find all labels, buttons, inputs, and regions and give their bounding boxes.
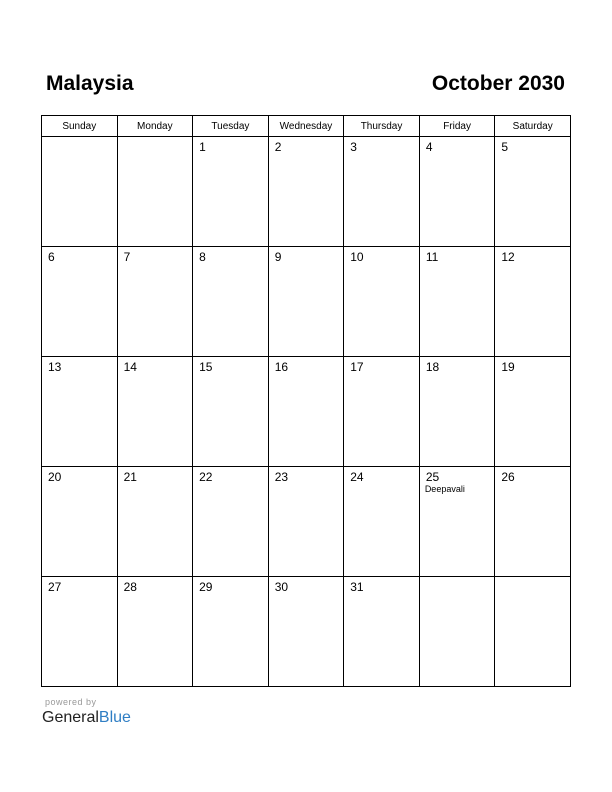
day-cell [268,577,344,687]
day-cell [42,247,118,357]
day-number: 11 [425,250,439,264]
weekday-header: Monday [117,116,193,137]
day-cell [344,467,420,577]
holiday-label: Deepavali [424,484,465,494]
week-row [42,137,571,247]
day-cell [193,467,269,577]
day-number: 23 [274,470,289,484]
weekday-header: Wednesday [268,116,344,137]
day-cell [344,247,420,357]
day-cell [117,357,193,467]
day-number: 19 [501,360,515,374]
day-number: 31 [350,580,364,594]
day-cell [42,577,118,687]
day-number: 24 [350,470,364,484]
day-number: 4 [425,140,433,154]
day-cell [419,137,495,247]
day-cell [117,467,193,577]
country-title: Malaysia [46,72,134,95]
day-number: 18 [425,360,440,374]
brand-name-blue: Blue [98,709,131,726]
day-cell [193,137,269,247]
day-number: 5 [501,140,509,154]
day-cell [419,247,495,357]
weekday-header-row [42,116,571,137]
day-cell [419,577,495,687]
day-cell [268,247,344,357]
day-cell [268,357,344,467]
week-row [42,247,571,357]
day-cell [495,137,571,247]
day-cell [42,357,118,467]
day-number: 14 [123,360,137,374]
weekday-header: Tuesday [193,116,269,137]
day-cell [495,467,571,577]
day-number: 22 [199,470,213,484]
day-cell [42,467,118,577]
day-cell [419,357,495,467]
day-number: 13 [48,360,62,374]
day-number: 21 [123,470,137,484]
calendar-grid [41,115,571,687]
day-number: 2 [274,140,282,154]
day-cell [42,137,118,247]
brand-name-general: General [42,709,99,726]
week-row [42,357,571,467]
day-cell [268,137,344,247]
day-number: 8 [199,250,206,264]
weekday-header: Saturday [495,116,571,137]
day-cell [344,137,420,247]
day-number: 29 [199,580,213,594]
day-cell [344,357,420,467]
day-number: 12 [501,250,515,264]
day-cell [193,247,269,357]
week-row [42,467,571,577]
day-number: 27 [48,580,62,594]
month-title: October 2030 [431,72,565,95]
day-number: 6 [48,250,55,264]
day-cell [117,137,193,247]
day-cell [117,247,193,357]
day-cell [117,577,193,687]
day-number: 10 [350,250,364,264]
day-number: 28 [123,580,137,594]
day-number: 20 [48,470,62,484]
day-number: 16 [274,360,289,374]
powered-by-text: powered by [45,697,97,707]
day-number: 30 [274,580,289,594]
day-cell [193,577,269,687]
weekday-header: Friday [419,116,495,137]
day-cell [495,577,571,687]
week-row [42,577,571,687]
day-number: 17 [350,360,364,374]
day-number: 25 [425,470,440,484]
day-number: 15 [199,360,213,374]
brand-logo[interactable] [42,709,131,727]
day-cell [193,357,269,467]
day-cell [495,247,571,357]
day-cell [495,357,571,467]
day-cell [419,467,495,577]
day-cell [268,467,344,577]
day-number: 7 [123,250,131,264]
day-number: 9 [274,250,282,264]
weekday-header: Thursday [344,116,420,137]
day-number: 1 [199,140,206,154]
day-cell [344,577,420,687]
weekday-header: Sunday [42,116,118,137]
day-number: 3 [350,140,357,154]
day-number: 26 [501,470,515,484]
